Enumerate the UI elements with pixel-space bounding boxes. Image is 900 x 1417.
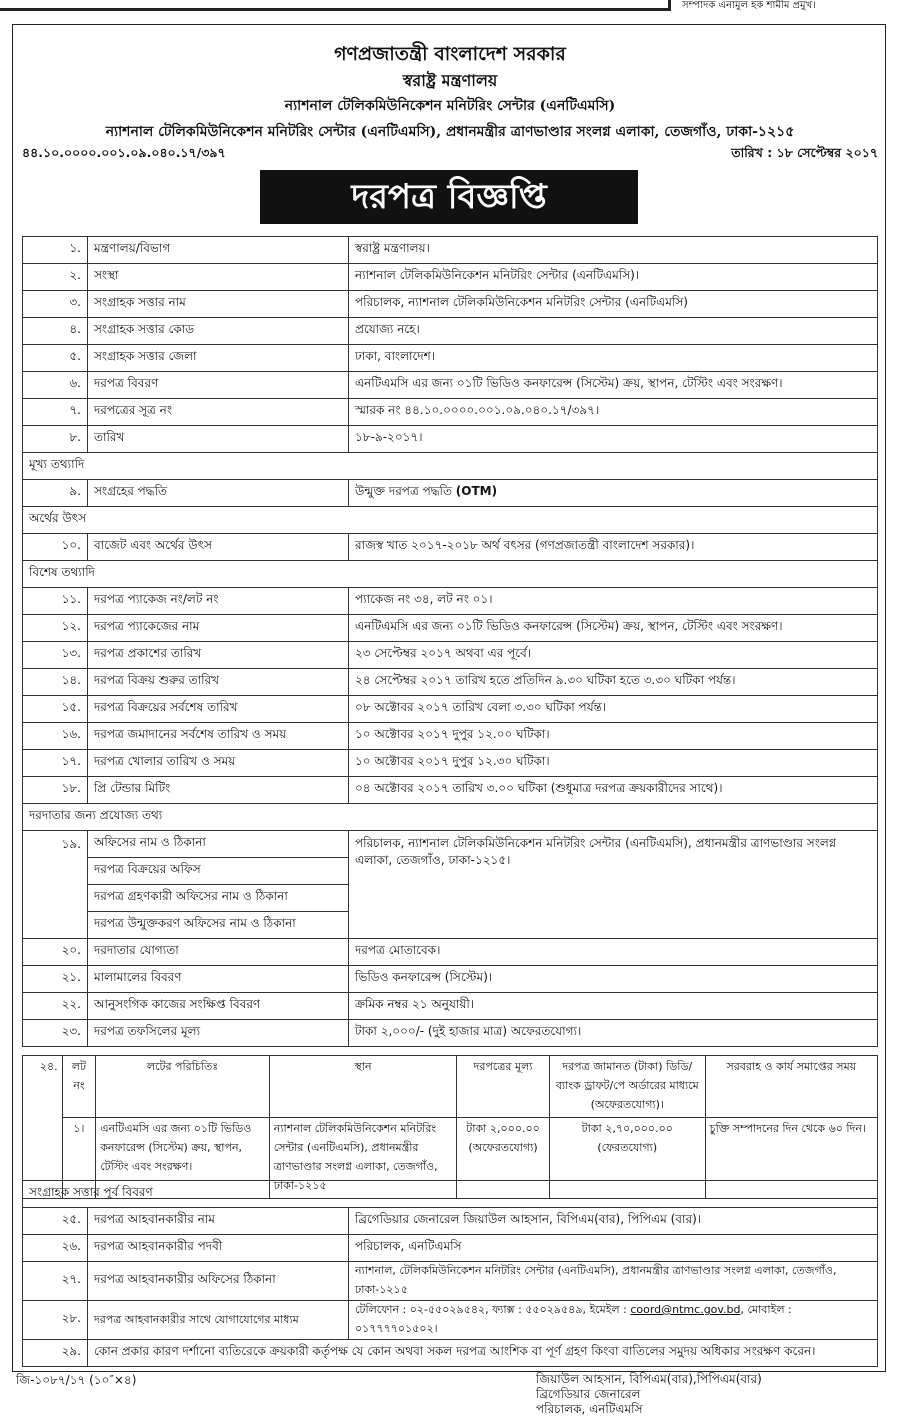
lot-description: এনটিএমসি এর জন্য ০১টি ভিডিও কনফারেন্স (সিস্টেম) ক্রয়, স্থাপন, টেস্টিং এবং সংরক্ষণ। — [96, 1118, 270, 1199]
row-value: ক্রমিক নম্বর ২১ অনুযায়ী। — [349, 993, 878, 1020]
row-label: দরপত্র বিবরণ — [88, 372, 349, 399]
lot-header-row — [23, 1056, 878, 1118]
table-row — [23, 480, 878, 507]
section-row — [23, 804, 878, 831]
signature-block — [536, 1372, 762, 1417]
row-number: ২৪. — [23, 1056, 63, 1199]
row-number: ১. — [23, 237, 88, 264]
table-row — [23, 264, 878, 291]
row-number: ২০. — [23, 939, 88, 966]
top-border — [0, 0, 671, 11]
row-label: দরপত্র আহবানকারীর অফিসের ঠিকানা — [88, 1262, 349, 1301]
contact-phone-fax: টেলিফোন : ০২-৫৫০২৯৫৪২, ফ্যাক্স : ৫৫০২৯৫৪৯, ইমেইল : — [355, 1303, 627, 1316]
row-value: প্রযোজ্য নহে। — [349, 318, 878, 345]
row-value: ন্যাশনাল টেলিকমিউনিকেশন মনিটরিং সেন্টার (এনটিএমসি)। — [349, 264, 878, 291]
org-address: ন্যাশনাল টেলিকমিউনিকেশন মনিটরিং সেন্টার (এনটিএমসি), প্রধানমন্ত্রীর ত্রাণভাণ্ডার সংলগ্ন এলাকা, তেজগাঁও, ঢাকা-১২১৫ — [105, 124, 795, 140]
section-heading: বিশেষ তথ্যাদি — [23, 561, 878, 588]
lot-security: টাকা ২,৭০,০০০.০০ (ফেরতযোগ্য) — [549, 1118, 705, 1199]
row-label: মালামালের বিবরণ — [88, 966, 349, 993]
row-value: পরিচালক, এনটিএমসি — [349, 1235, 878, 1262]
table-row — [23, 1235, 878, 1262]
row-number: ২৭. — [23, 1262, 88, 1301]
email-link[interactable]: coord@ntmc.gov.bd — [630, 1303, 741, 1316]
lot-col-header: লট নং — [62, 1056, 96, 1118]
lot-delivery-time: চুক্তি সম্পাদনের দিন থেকে ৬০ দিন। — [705, 1118, 877, 1199]
row-label: দরপত্র বিক্রয়ের অফিস — [88, 858, 349, 885]
row-number: ৩. — [23, 291, 88, 318]
method-text: উন্মুক্ত দরপত্র পদ্ধতি — [355, 484, 452, 498]
row-value: পরিচালক, ন্যাশনাল টেলিকমিউনিকেশন মনিটরিং সেন্টার (এনটিএমসি), প্রধানমন্ত্রীর ত্রাণভাণ্ডার সংলগ্ন এলাকা, তেজগাঁও, ঢাকা-১২১৫। — [349, 831, 878, 939]
row-number: ১২. — [23, 615, 88, 642]
row-value: ঢাকা, বাংলাদেশ। — [349, 345, 878, 372]
row-number: ১১. — [23, 588, 88, 615]
table-row — [23, 1020, 878, 1047]
top-credit: সম্পাদক এনামুল হক শামীম প্রমুখ। — [682, 0, 816, 11]
row-label: আনুসংগিক কাজের সংক্ষিপ্ত বিবরণ — [88, 993, 349, 1020]
table-row — [23, 372, 878, 399]
table-row — [23, 588, 878, 615]
row-label: অফিসের নাম ও ঠিকানা — [88, 831, 349, 858]
row-label: বাজেট এবং অর্থের উৎস — [88, 534, 349, 561]
table-row — [23, 426, 878, 453]
row-label: সংস্থা — [88, 264, 349, 291]
row-label: দরপত্র তফসিলের মূল্য — [88, 1020, 349, 1047]
method-code: (OTM) — [455, 484, 498, 498]
memo-number: ৪৪.১০.০০০০.০০১.০৯.০৪০.১৭/৩৯৭ — [22, 145, 226, 160]
tender-notice-banner: দরপত্র বিজ্ঞপ্তি — [260, 170, 638, 224]
row-value: পরিচালক, ন্যাশনাল টেলিকমিউনিকেশন মনিটরিং সেন্টার (এনটিএমসি) — [349, 291, 878, 318]
section-heading: দরদাতার জন্য প্রযোজ্য তথ্য — [23, 804, 878, 831]
row-value: ২৪ সেপ্টেম্বর ২০১৭ তারিখ হতে প্রতিদিন ৯.৩০ ঘটিকা হতে ৩.৩০ ঘটিকা পর্যন্ত। — [349, 669, 878, 696]
lot-col-header: দরপত্রের মূল্য — [457, 1056, 550, 1118]
row-value: টাকা ২,০০০/- (দুই হাজার মাত্র) অফেরতযোগ্য। — [349, 1020, 878, 1047]
row-label: তারিখ — [88, 426, 349, 453]
section-heading: সংগ্রাহক সত্তার পূর্ব বিবরণ — [23, 1181, 878, 1208]
table-row — [23, 696, 878, 723]
table-row — [23, 1262, 878, 1301]
section-heading: অর্থের উৎস — [23, 507, 878, 534]
procuring-entity-table — [22, 1180, 878, 1367]
contact-mobile: , মোবাইল : ০১৭৭৭৭০১৫০২। — [355, 1303, 792, 1335]
row-number: ১০. — [23, 534, 88, 561]
row-value: ১৮-৯-২০১৭। — [349, 426, 878, 453]
table-row — [23, 669, 878, 696]
row-label: সংগ্রাহক সত্তার কোড — [88, 318, 349, 345]
row-value: ব্রিগেডিয়ার জেনারেল জিয়াউল আহসান, বিপিএম(বার), পিপিএম (বার)। — [349, 1208, 878, 1235]
top-strip — [0, 0, 900, 14]
row-value: স্মারক নং ৪৪.১০.০০০০.০০১.০৯.০৪০.১৭/৩৯৭। — [349, 399, 878, 426]
row-value: প্যাকেজ নং ৩৪, লট নং ০১। — [349, 588, 878, 615]
row-label: দরপত্র গ্রহণকারী অফিসের নাম ও ঠিকানা — [88, 885, 349, 912]
table-row — [23, 1340, 878, 1367]
ministry-title: স্বরাষ্ট্র মন্ত্রণালয় — [402, 71, 498, 90]
row-value: ন্যাশনাল, টেলিকমিউনিকেশন মনিটরিং সেন্টার (এনটিএমসি), প্রধানমন্ত্রীর ত্রাণভাণ্ডার সংলগ্ন এলাকা, তেজগাঁও, ঢাকা-১২১৫ — [349, 1262, 878, 1301]
signatory-title: পরিচালক, এনটিএমসি — [536, 1402, 643, 1416]
row-number: ৮. — [23, 426, 88, 453]
row-label: দরপত্র বিক্রয়ের সর্বশেষ তারিখ — [88, 696, 349, 723]
lot-col-header: লটের পরিচিতিঃ — [96, 1056, 270, 1118]
row-label: দরপত্র আহবানকারীর পদবী — [88, 1235, 349, 1262]
row-label: দরপত্রের সূত্র নং — [88, 399, 349, 426]
row-value: কোন প্রকার কারণ দর্শানো ব্যতিরেকে ক্রয়কারী কর্তৃপক্ষ যে কোন অথবা সকল দরপত্র আংশিক বা পূর্ণ গ্রহণ কিংবা বাতিলের সমুদয় অধিকার সংরক্ষণ করেন। — [88, 1340, 878, 1367]
row-number: ২২. — [23, 993, 88, 1020]
table-row — [23, 1208, 878, 1235]
row-number: ১৬. — [23, 723, 88, 750]
table-row — [23, 939, 878, 966]
row-number: ৫. — [23, 345, 88, 372]
row-number: ১৭. — [23, 750, 88, 777]
notice-date: তারিখ : ১৮ সেপ্টেম্বর ২০১৭ — [731, 145, 878, 160]
table-row — [23, 966, 878, 993]
lot-table — [22, 1055, 878, 1199]
row-number: ২৮. — [23, 1301, 88, 1340]
signatory-rank: ব্রিগেডিয়ার জেনারেল — [536, 1387, 641, 1401]
row-value — [349, 1301, 878, 1340]
row-number: ৭. — [23, 399, 88, 426]
table-row — [23, 750, 878, 777]
row-number: ২. — [23, 264, 88, 291]
table-row — [23, 345, 878, 372]
row-label: মন্ত্রণালয়/বিভাগ — [88, 237, 349, 264]
row-number: ১৪. — [23, 669, 88, 696]
org-title: ন্যাশনাল টেলিকমিউনিকেশন মনিটরিং সেন্টার (এনটিএমসি) — [284, 98, 616, 114]
row-number: ১৫. — [23, 696, 88, 723]
row-value: ০৮ অক্টোবর ২০১৭ তারিখ বেলা ৩.৩০ ঘটিকা পর্যন্ত। — [349, 696, 878, 723]
row-label: দরপত্র প্যাকেজের নাম — [88, 615, 349, 642]
lot-price: টাকা ২,০০০.০০ (অফেরতযোগ্য) — [457, 1118, 550, 1199]
row-value: এনটিএমসি এর জন্য ০১টি ভিডিও কনফারেন্স (সিস্টেম) ক্রয়, স্থাপন, টেস্টিং এবং সংরক্ষণ। — [349, 615, 878, 642]
row-number: ৯. — [23, 480, 88, 507]
section-row — [23, 561, 878, 588]
row-label: দরপত্র প্রকাশের তারিখ — [88, 642, 349, 669]
section-heading: মূখ্য তথ্যাদি — [23, 453, 878, 480]
lot-location: ন্যাশনাল টেলিকমিউনিকেশন মনিটরিং সেন্টার (এনটিএমসি), প্রধানমন্ত্রীর ত্রাণভাণ্ডার সংলগ্ন এলাকা, তেজগাঁও, ঢাকা-১২১৫ — [269, 1118, 456, 1199]
row-value: ২৩ সেপ্টেম্বর ২০১৭ অথবা এর পূর্বে। — [349, 642, 878, 669]
row-label: দরপত্র আহবানকারীর সাথে যোগাযোগের মাধ্যম — [88, 1301, 349, 1340]
table-row — [23, 993, 878, 1020]
row-number: ২১. — [23, 966, 88, 993]
row-value: ১০ অক্টোবর ২০১৭ দুপুর ১২.০০ ঘটিকা। — [349, 723, 878, 750]
tender-info-table — [22, 236, 878, 1047]
row-number: ২৩. — [23, 1020, 88, 1047]
table-row — [23, 642, 878, 669]
table-row — [23, 723, 878, 750]
lot-col-header: সরবরাহ ও কার্য সমাপ্তের সময় — [705, 1056, 877, 1118]
table-row — [23, 291, 878, 318]
section-row — [23, 1181, 878, 1208]
table-row — [23, 399, 878, 426]
row-value: ১০ অক্টোবর ২০১৭ দুপুর ১২.৩০ ঘটিকা। — [349, 750, 878, 777]
row-label: দরপত্র জমাদানের সর্বশেষ তারিখ ও সময় — [88, 723, 349, 750]
row-value: স্বরাষ্ট্র মন্ত্রণালয়। — [349, 237, 878, 264]
row-label: সংগ্রাহক সত্তার জেলা — [88, 345, 349, 372]
row-number: ১৮. — [23, 777, 88, 804]
row-label: সংগ্রহের পদ্ধতি — [88, 480, 349, 507]
row-label: দরপত্র প্যাকেজ নং/লট নং — [88, 588, 349, 615]
ad-code: জি-১০৮৭/১৭ (১০″×৪) — [16, 1373, 137, 1387]
row-label: দরদাতার যোগ্যতা — [88, 939, 349, 966]
table-row — [23, 318, 878, 345]
table-row — [23, 534, 878, 561]
section-row — [23, 453, 878, 480]
row-label: প্রি টেন্ডার মিটিং — [88, 777, 349, 804]
table-row — [23, 777, 878, 804]
row-number: ১৯. — [23, 831, 88, 939]
signatory-name: জিয়াউল আহসান, বিপিএম(বার),পিপিএম(বার) — [536, 1372, 762, 1386]
row-label: দরপত্র উন্মুক্তকরণ অফিসের নাম ও ঠিকানা — [88, 912, 349, 939]
row-number: ২৬. — [23, 1235, 88, 1262]
lot-col-header: স্থান — [269, 1056, 456, 1118]
row-value — [349, 480, 878, 507]
row-label: সংগ্রাহক সত্তার নাম — [88, 291, 349, 318]
row-value: দরপত্র মোতাবেক। — [349, 939, 878, 966]
row-number: ১৩. — [23, 642, 88, 669]
row-number: ২৯. — [23, 1340, 88, 1367]
row-value: ভিডিও কনফারেন্স (সিস্টেম)। — [349, 966, 878, 993]
row-value: রাজস্ব খাত ২০১৭-২০১৮ অর্থ বৎসর (গণপ্রজাতন্ত্রী বাংলাদেশ সরকার)। — [349, 534, 878, 561]
section-row — [23, 507, 878, 534]
row-label: দরপত্র বিক্রয় শুরুর তারিখ — [88, 669, 349, 696]
row-number: ২৫. — [23, 1208, 88, 1235]
table-row — [23, 237, 878, 264]
row-label: দরপত্র খোলার তারিখ ও সময় — [88, 750, 349, 777]
table-row — [23, 615, 878, 642]
row-number: ৪. — [23, 318, 88, 345]
row-value: এনটিএমসি এর জন্য ০১টি ভিডিও কনফারেন্স (সিস্টেম) ক্রয়, স্থাপন, টেস্টিং এবং সংরক্ষণ। — [349, 372, 878, 399]
table-row — [23, 1301, 878, 1340]
table-row — [23, 831, 878, 858]
row-label: দরপত্র আহবানকারীর নাম — [88, 1208, 349, 1235]
lot-col-header: দরপত্র জামানত (টাকা) ডিডি/ব্যাংক ড্রাফট/পে অর্ডারের মাধ্যমে (অফেরতযোগ্য)। — [549, 1056, 705, 1118]
lot-number: ১। — [62, 1118, 96, 1199]
row-number: ৬. — [23, 372, 88, 399]
row-value: ০৪ অক্টোবর ২০১৭ তারিখ ৩.০০ ঘটিকা (শুধুমাত্র দরপত্র ক্রয়কারীদের সাথে)। — [349, 777, 878, 804]
govt-title: গণপ্রজাতন্ত্রী বাংলাদেশ সরকার — [334, 43, 566, 65]
